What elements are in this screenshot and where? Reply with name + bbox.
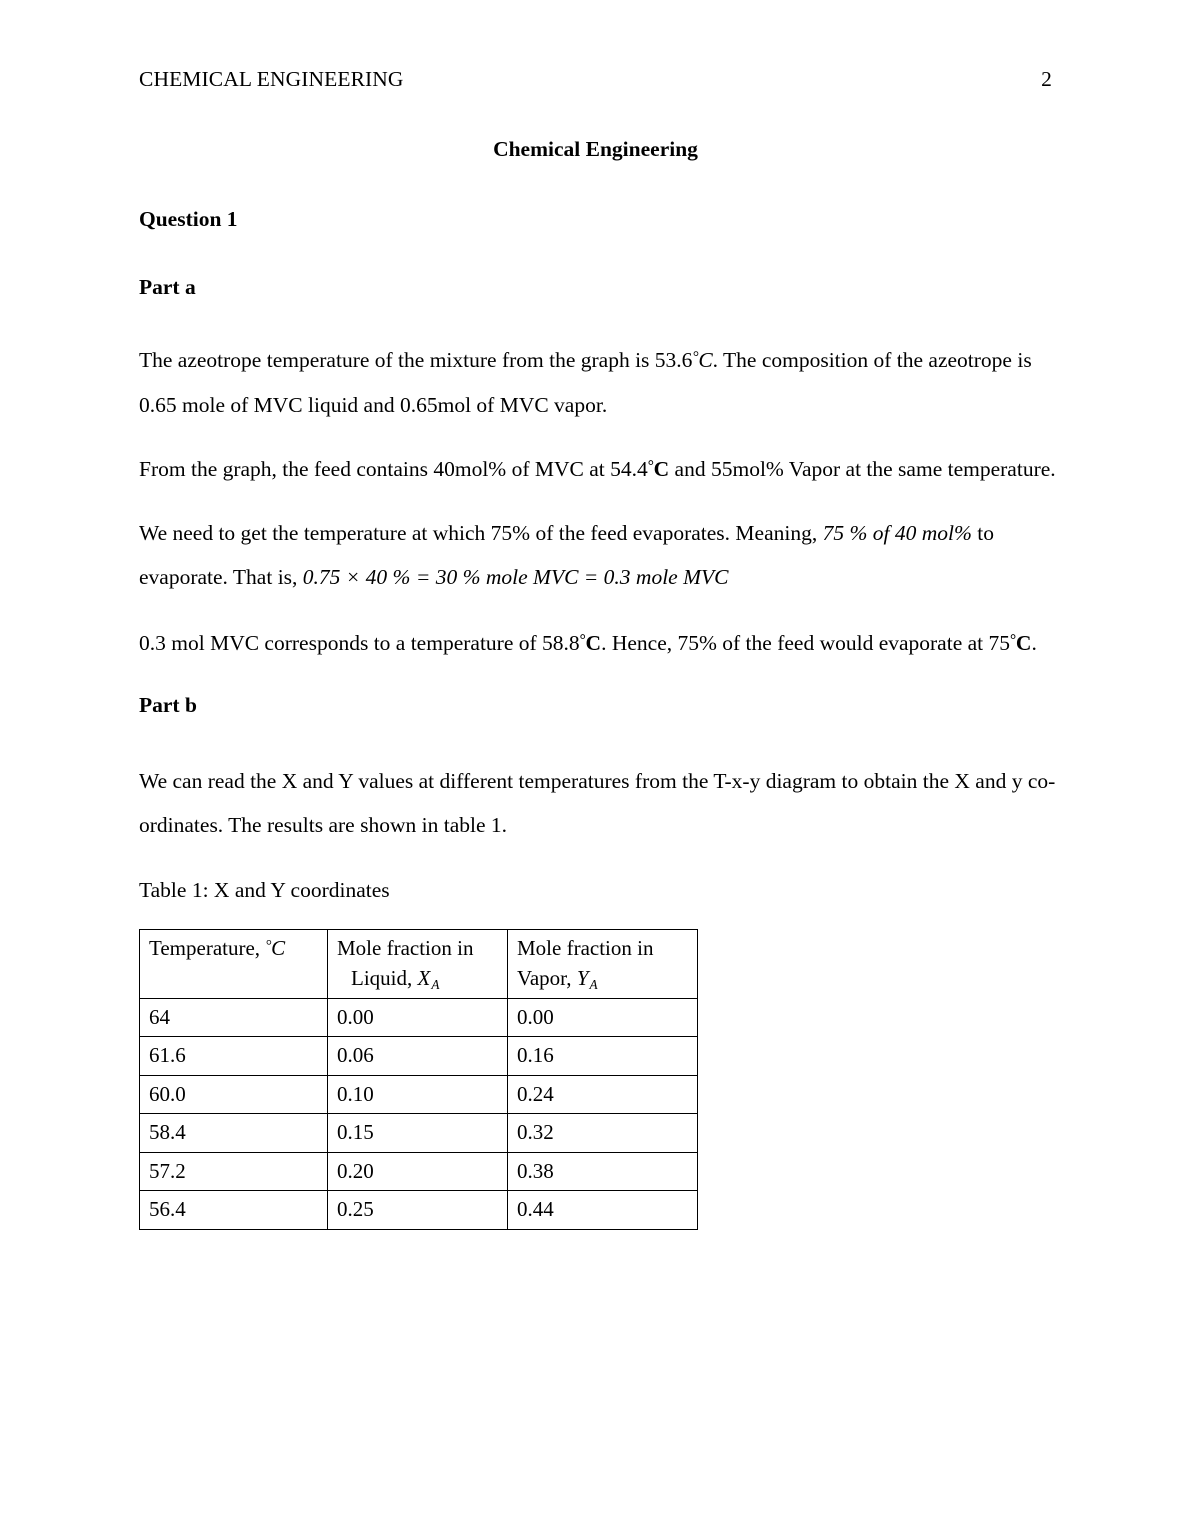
table-header-liquid-subscript: A <box>431 976 440 992</box>
table-row <box>140 1075 698 1113</box>
cell-x-liquid: 0.15 <box>328 1114 508 1152</box>
cell-temperature: 57.2 <box>140 1152 328 1190</box>
table-caption: Table 1: X and Y coordinates <box>139 877 390 902</box>
cell-x-liquid: 0.00 <box>328 999 508 1037</box>
table-header-liquid-line1: Mole fraction in <box>337 935 474 960</box>
paragraph-result <box>139 621 1064 665</box>
table-header-vapor-variable: Y <box>576 966 589 991</box>
table-header-vapor-subscript: A <box>589 976 598 992</box>
inline-math-expression-1: 75 % of 40 mol% <box>822 520 972 545</box>
table-row <box>140 1191 698 1229</box>
table-row <box>140 999 698 1037</box>
cell-y-vapor: 0.16 <box>508 1037 698 1075</box>
paragraph-azeotrope <box>139 338 1064 426</box>
paragraph-feed-composition <box>139 447 1064 491</box>
paragraph-result-text-1: 0.3 mol MVC corresponds to a temperature of 58.8 <box>139 630 580 655</box>
cell-x-liquid: 0.10 <box>328 1075 508 1113</box>
cell-x-liquid: 0.06 <box>328 1037 508 1075</box>
inline-math-expression-2: 0.75 × 40 % = 30 % mole MVC = 0.3 mole MVC <box>302 564 729 589</box>
table-header-liquid <box>328 929 508 998</box>
cell-temperature: 56.4 <box>140 1191 328 1229</box>
cell-x-liquid: 0.20 <box>328 1152 508 1190</box>
paragraph-evaporation-calc <box>139 511 1064 599</box>
cell-y-vapor: 0.44 <box>508 1191 698 1229</box>
paragraph-feed-text-1: From the graph, the feed contains 40mol% of MVC at 54.4 <box>139 456 648 481</box>
running-header <box>139 68 1052 92</box>
running-header-title: CHEMICAL ENGINEERING <box>139 67 404 91</box>
table-header-temperature <box>140 929 328 998</box>
degree-celsius-symbol: °C <box>265 935 286 960</box>
paragraph-azeotrope-text-1: The azeotrope temperature of the mixture from the graph is 53.6 <box>139 348 693 373</box>
paragraph-evap-text-1: We need to get the temperature at which 75% of the feed evaporates. Meaning, <box>139 520 823 545</box>
table-header-vapor <box>508 929 698 998</box>
paragraph-part-b-intro: We can read the X and Y values at different temperatures from the T-x-y diagram to obtain the X and y co-ordinates. The results are shown in table 1. <box>139 768 1056 837</box>
page-number: 2 <box>1041 67 1052 91</box>
table-row <box>140 1152 698 1190</box>
cell-y-vapor: 0.32 <box>508 1114 698 1152</box>
cell-temperature: 61.6 <box>140 1037 328 1075</box>
cell-temperature: 58.4 <box>140 1114 328 1152</box>
paragraph-feed-text-2: and 55mol% Vapor at the same temperature. <box>669 456 1056 481</box>
table-row <box>140 1114 698 1152</box>
paragraph-evap-text-2: to evaporate. That is, <box>139 520 995 589</box>
paragraph-azeotrope-text-2: . The composition of the azeotrope is 0.65 mole of MVC liquid and 0.65mol of MVC vapor. <box>139 348 1032 417</box>
degree-celsius-symbol: °C <box>692 348 713 373</box>
paragraph-result-text-3: . <box>1031 630 1037 655</box>
degree-celsius-symbol: °C <box>1010 630 1032 655</box>
paragraph-result-text-2: . Hence, 75% of the feed would evaporate at 75 <box>601 630 1011 655</box>
cell-y-vapor: 0.24 <box>508 1075 698 1113</box>
coordinates-table <box>139 929 698 1230</box>
cell-temperature: 60.0 <box>140 1075 328 1113</box>
degree-celsius-symbol: °C <box>647 456 670 481</box>
document-title: Chemical Engineering <box>493 137 698 161</box>
cell-y-vapor: 0.00 <box>508 999 698 1037</box>
part-a-heading: Part a <box>139 274 196 299</box>
cell-temperature: 64 <box>140 999 328 1037</box>
table-header-row <box>140 929 698 998</box>
table-row <box>140 1037 698 1075</box>
table-header-liquid-line2: Liquid, <box>351 966 413 991</box>
document-body <box>139 136 1059 1230</box>
question-heading: Question 1 <box>139 206 238 231</box>
table-header-temperature-label: Temperature, <box>149 935 261 960</box>
cell-y-vapor: 0.38 <box>508 1152 698 1190</box>
cell-x-liquid: 0.25 <box>328 1191 508 1229</box>
degree-celsius-symbol: °C <box>579 630 602 655</box>
table-header-liquid-variable: X <box>417 966 431 991</box>
part-b-heading: Part b <box>139 692 197 717</box>
table-header-vapor-line1: Mole fraction in <box>517 935 654 960</box>
table-header-vapor-line2: Vapor, <box>517 966 572 991</box>
